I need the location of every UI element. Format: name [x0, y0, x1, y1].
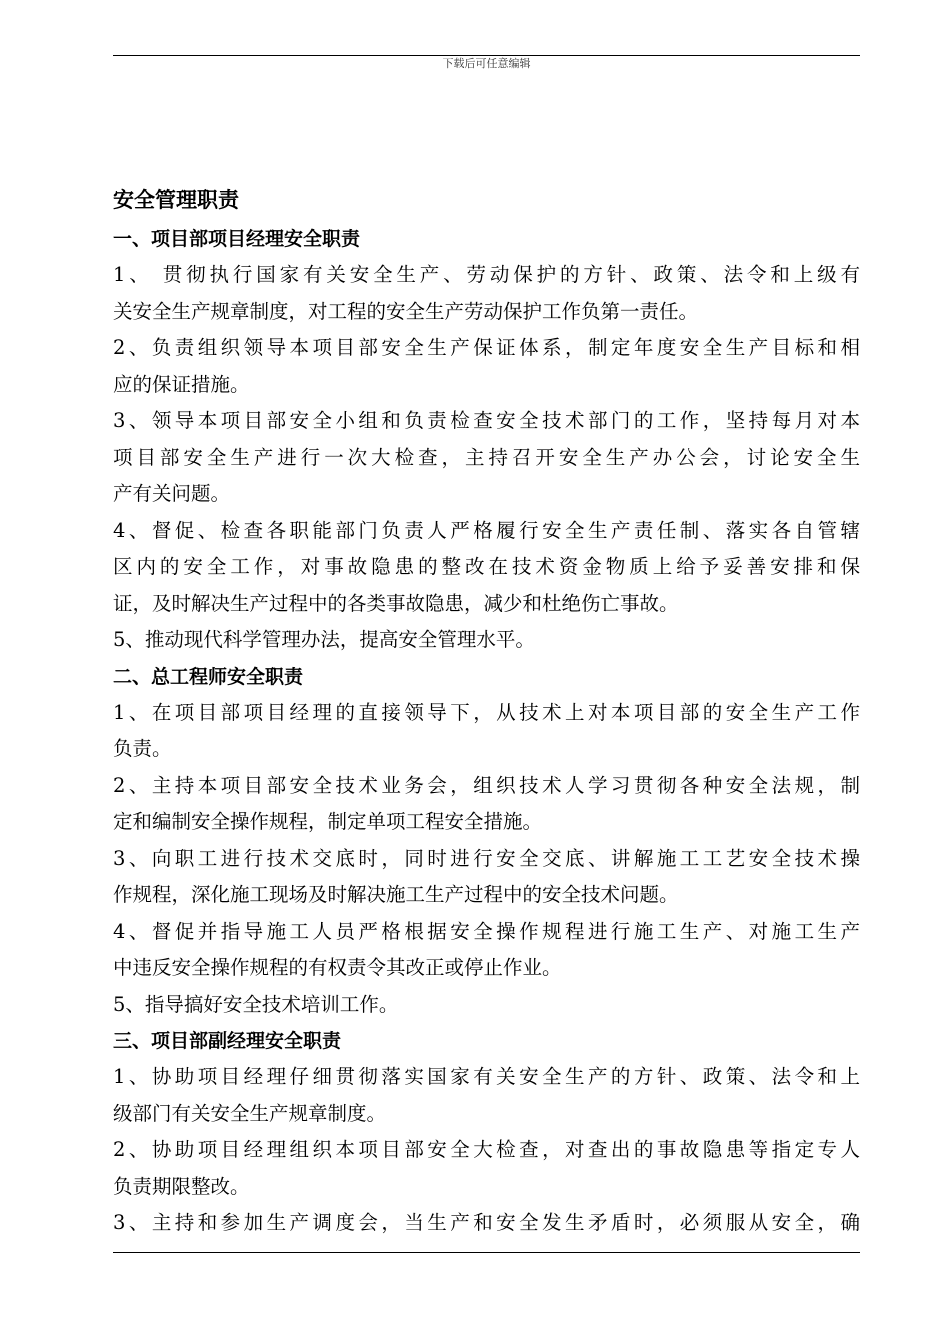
paragraph-line: 级部门有关安全生产规章制度。 — [113, 1101, 387, 1125]
section-heading: 一、项目部项目经理安全职责 — [113, 228, 361, 250]
paragraph-line: 证，及时解决生产过程中的各类事故隐患，减少和杜绝伤亡事故。 — [113, 591, 679, 615]
header-rule — [113, 55, 860, 56]
paragraph-line: 产有关问题。 — [113, 482, 231, 505]
section-heading: 三、项目部副经理安全职责 — [113, 1030, 342, 1052]
document-title: 安全管理职责 — [113, 188, 239, 212]
paragraph-line: 关安全生产规章制度，对工程的安全生产劳动保护工作负第一责任。 — [113, 299, 699, 323]
paragraph-line: 区内的安全工作，对事故隐患的整改在技术资金物质上给予妥善安排和保 — [113, 555, 860, 578]
paragraph-line: 3、领导本项目部安全小组和负责检查安全技术部门的工作，坚持每月对本 — [113, 409, 860, 432]
header-note: 下载后可任意编辑 — [442, 57, 531, 70]
paragraph-line: 作规程，深化施工现场及时解决施工生产过程中的安全技术问题。 — [113, 883, 679, 906]
paragraph-line: 应的保证措施。 — [113, 372, 250, 396]
paragraph-line: 定和编制安全操作规程，制定单项工程安全措施。 — [113, 810, 543, 833]
paragraph-line: 2、主持本项目部安全技术业务会，组织技术人学习贯彻各种安全法规，制 — [113, 773, 860, 797]
document-body — [113, 180, 860, 1242]
paragraph-line: 1、 贯彻执行国家有关安全生产、劳动保护的方针、政策、法令和上级有 — [113, 263, 860, 286]
footer-rule — [113, 1252, 860, 1253]
paragraph-line: 1、协助项目经理仔细贯彻落实国家有关安全生产的方针、政策、法令和上 — [113, 1065, 860, 1088]
paragraph-line: 1、在项目部项目经理的直接领导下，从技术上对本项目部的安全生产工作 — [113, 700, 860, 724]
paragraph-line: 5、推动现代科学管理办法，提高安全管理水平。 — [113, 628, 535, 651]
paragraph-line: 2、负责组织领导本项目部安全生产保证体系，制定年度安全生产目标和相 — [113, 336, 860, 359]
paragraph-line: 4、督促、检查各职能部门负责人严格履行安全生产责任制、落实各自管辖 — [113, 518, 860, 542]
paragraph-line: 项目部安全生产进行一次大检查，主持召开安全生产办公会，讨论安全生 — [113, 445, 860, 469]
paragraph-line: 负责期限整改。 — [113, 1174, 250, 1198]
paragraph-line: 3、向职工进行技术交底时，同时进行安全交底、讲解施工工艺安全技术操 — [113, 846, 860, 870]
paragraph-line: 2、协助项目经理组织本项目部安全大检查，对查出的事故隐患等指定专人 — [113, 1138, 860, 1161]
paragraph-line: 负责。 — [113, 737, 172, 760]
paragraph-line: 3、主持和参加生产调度会，当生产和安全发生矛盾时，必须服从安全，确 — [113, 1211, 860, 1234]
paragraph-line: 4、督促并指导施工人员严格根据安全操作规程进行施工生产、对施工生产 — [113, 919, 860, 943]
paragraph-line: 中违反安全操作规程的有权责令其改正或停止作业。 — [113, 956, 562, 979]
paragraph-line: 5、指导搞好安全技术培训工作。 — [113, 992, 399, 1016]
section-heading: 二、总工程师安全职责 — [113, 665, 304, 688]
